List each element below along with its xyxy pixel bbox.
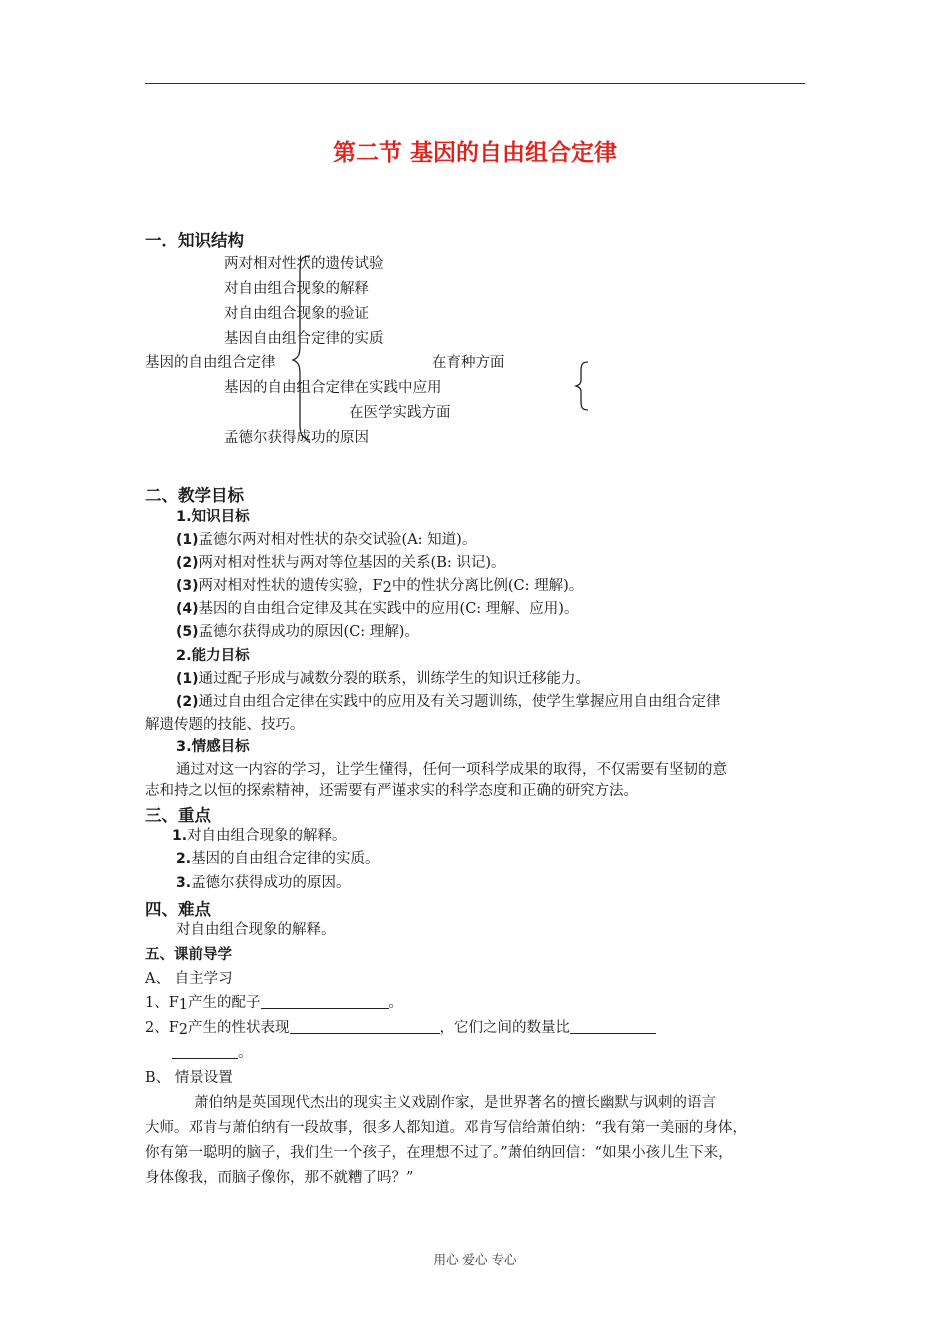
answer-blank[interactable] bbox=[261, 994, 389, 1009]
answer-blank[interactable] bbox=[570, 1019, 656, 1034]
section-2-heading: 二、教学目标 bbox=[145, 486, 244, 505]
emotion-goal-text: 通过对这一内容的学习，让学生懂得，任何一项科学成果的取得，不仅需要有坚韧的意 bbox=[176, 762, 727, 778]
ability-goal-2: (2)通过自由组合定律在实践中的应用及有关习题训练，使学生掌握应用自由组合定律 bbox=[176, 694, 721, 710]
answer-blank[interactable] bbox=[290, 1019, 440, 1034]
question-2: 2、$F_2$产生的性状表现 ，它们之间的数量比 bbox=[145, 1016, 656, 1038]
emotion-goal-text-cont: 志和持之以恒的探索精神，还需要有严谨求实的科学态度和正确的研究方法。 bbox=[145, 783, 638, 799]
knowledge-goal-4: (4)基因的自由组合定律及其在实践中的应用(C: 理解、应用)。 bbox=[176, 601, 579, 617]
key-point-1: 1.对自由组合现象的解释。 bbox=[172, 828, 347, 844]
question-1: 1、$F_1$产生的配子 。 bbox=[145, 995, 404, 1013]
structure-item: 对自由组合现象的解释 bbox=[224, 281, 369, 297]
page-title: 第二节 基因的自由组合定律 bbox=[332, 140, 617, 166]
story-line: 你有第一聪明的脑子，我们生一个孩子，在理想不过了。”萧伯纳回信：“如果小孩儿生下来， bbox=[145, 1145, 733, 1161]
self-study-label: A、 自主学习 bbox=[145, 971, 233, 987]
difficult-point: 对自由组合现象的解释。 bbox=[176, 922, 336, 938]
ability-goal-title: 2.能力目标 bbox=[176, 648, 250, 664]
knowledge-goal-5: (5)孟德尔获得成功的原因(C: 理解)。 bbox=[176, 624, 419, 640]
story-line: 萧伯纳是英国现代杰出的现实主义戏剧作家，是世界著名的擅长幽默与讽刺的语言 bbox=[194, 1095, 716, 1111]
answer-blank[interactable] bbox=[172, 1044, 238, 1059]
knowledge-goal-title: 1.知识目标 bbox=[176, 509, 250, 525]
ability-goal-1: (1)通过配子形成与减数分裂的联系，训练学生的知识迁移能力。 bbox=[176, 671, 591, 687]
structure-brace-sub bbox=[0, 0, 950, 500]
structure-sub-item: 在育种方面 bbox=[432, 355, 505, 371]
structure-item: 两对相对性状的遗传试验 bbox=[224, 256, 384, 272]
question-2-cont: 。 bbox=[172, 1041, 253, 1062]
story-line: 身体像我，而脑子像你，那不就糟了吗？” bbox=[145, 1170, 414, 1186]
key-point-2: 2.基因的自由组合定律的实质。 bbox=[176, 851, 380, 867]
structure-item: 孟德尔获得成功的原因 bbox=[224, 430, 369, 446]
structure-root: 基因的自由组合定律 bbox=[145, 355, 276, 371]
structure-item: 对自由组合现象的验证 bbox=[224, 306, 369, 322]
section-1-heading: 一．知识结构 bbox=[145, 231, 244, 250]
knowledge-goal-1: (1)孟德尔两对相对性状的杂交试验(A: 知道)。 bbox=[176, 532, 477, 548]
knowledge-goal-3: (3)两对相对性状的遗传实验，$F_2$中的性状分离比例(C: 理解)。 bbox=[176, 578, 584, 596]
knowledge-goal-2: (2)两对相对性状与两对等位基因的关系(B: 识记)。 bbox=[176, 555, 506, 571]
structure-sub-item: 在医学实践方面 bbox=[349, 405, 451, 421]
section-4-heading: 四、难点 bbox=[145, 900, 211, 919]
page-footer: 用心 爱心 专心 bbox=[433, 1252, 517, 1267]
emotion-goal-title: 3.情感目标 bbox=[176, 739, 250, 755]
story-line: 大师。邓肯与萧伯纳有一段故事，很多人都知道。邓肯写信给萧伯纳：“我有第一美丽的身体， bbox=[145, 1120, 747, 1136]
section-3-heading: 三、重点 bbox=[145, 806, 211, 825]
key-point-3: 3.孟德尔获得成功的原因。 bbox=[176, 875, 351, 891]
ability-goal-2-cont: 解遗传题的技能、技巧。 bbox=[145, 717, 305, 733]
structure-item: 基因的自由组合定律在实践中应用 bbox=[224, 380, 442, 396]
section-5-heading: 五、课前导学 bbox=[145, 947, 232, 963]
structure-item: 基因自由组合定律的实质 bbox=[224, 331, 384, 347]
scenario-label: B、 情景设置 bbox=[145, 1070, 233, 1086]
